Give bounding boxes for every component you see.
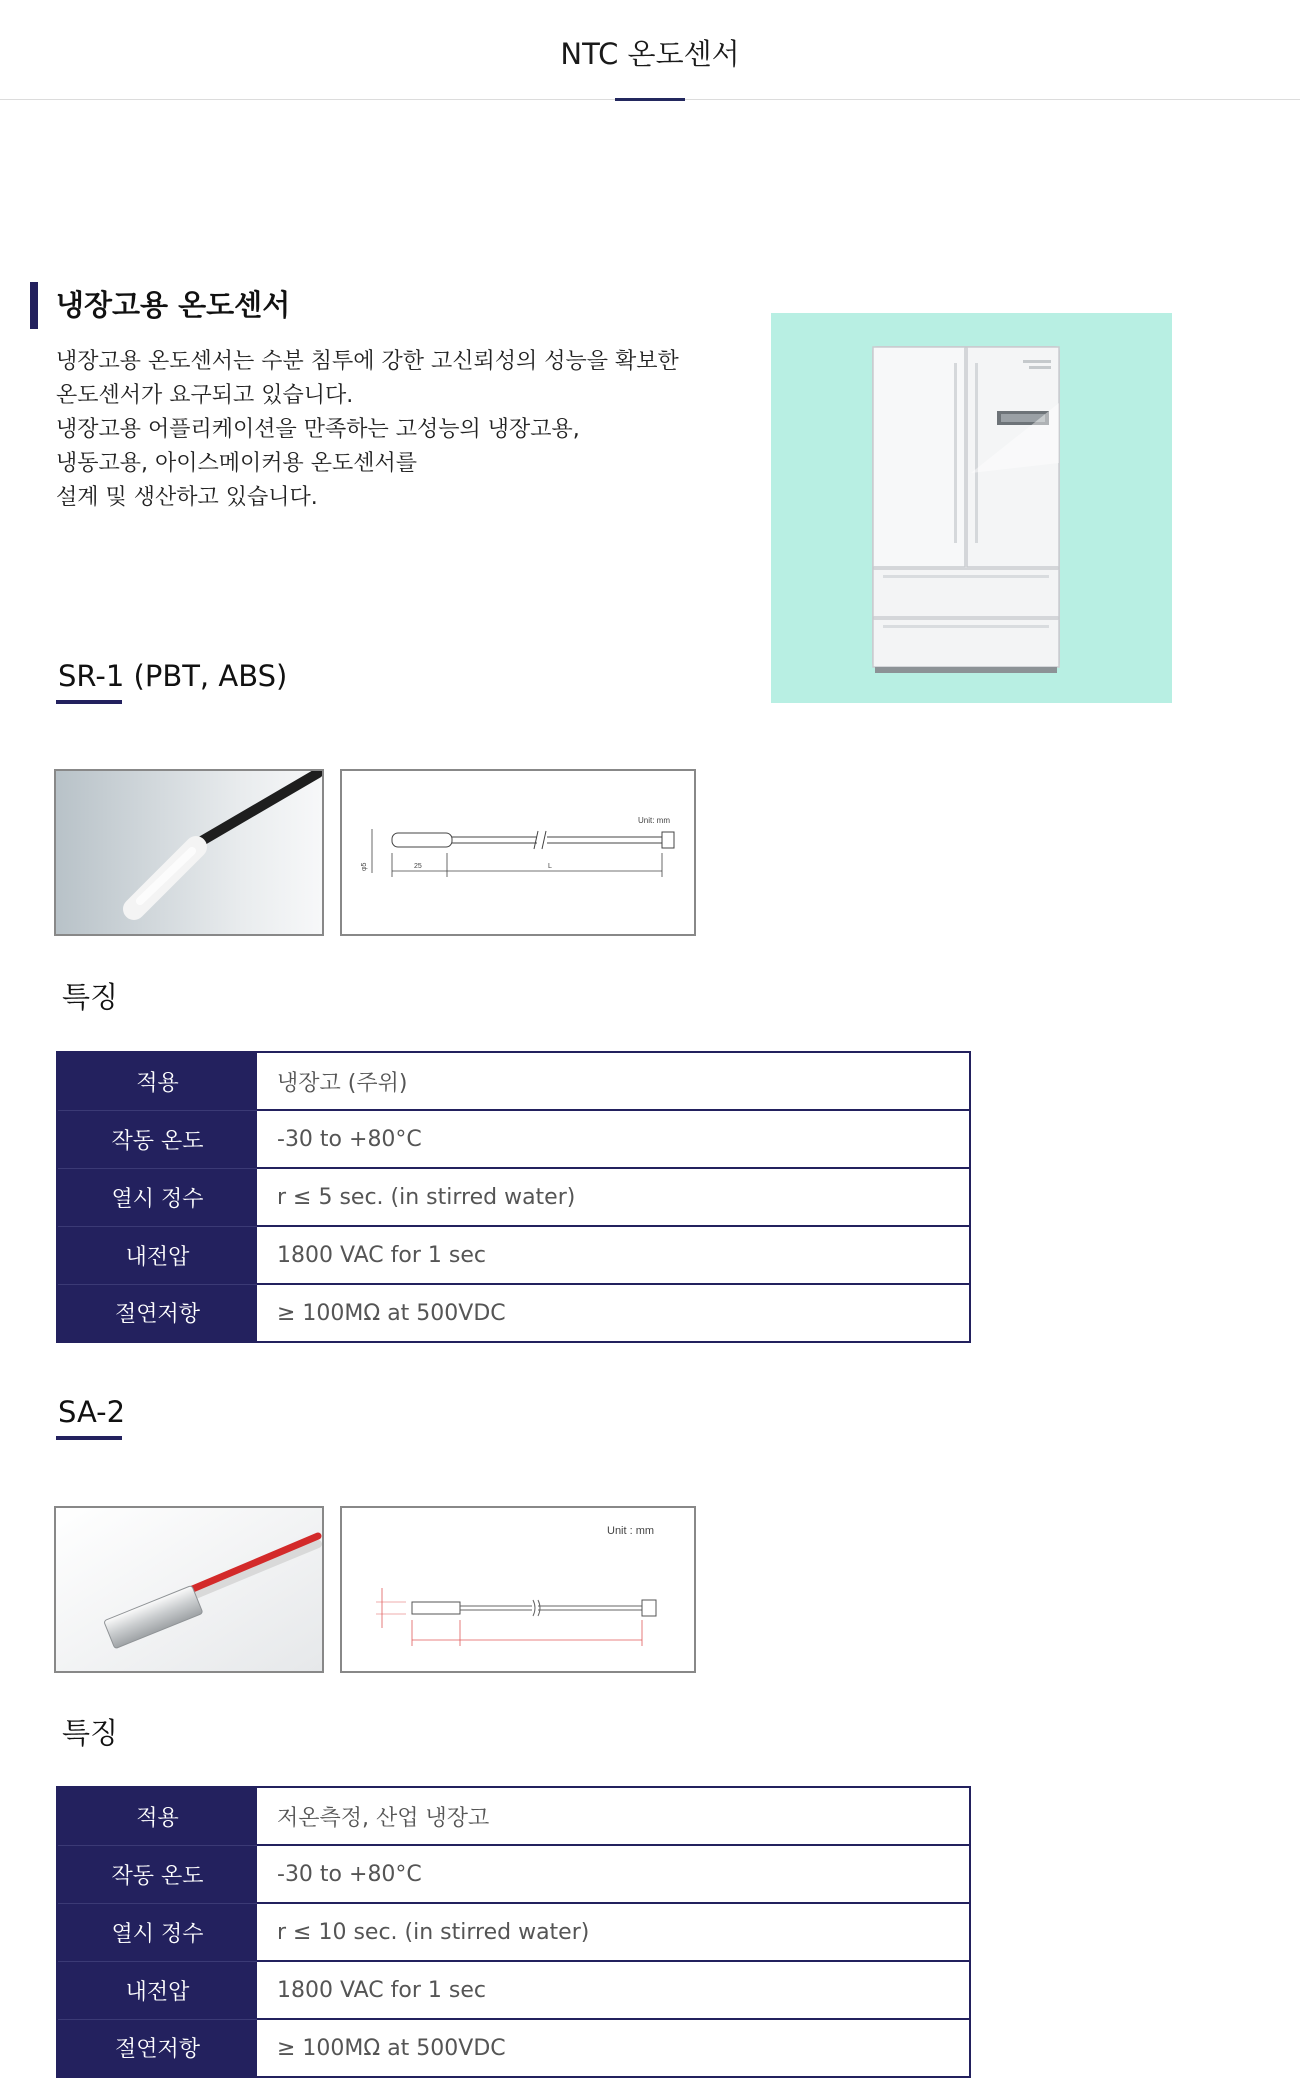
intro-line: 냉동고용, 아이스메이커용 온도센서를	[56, 451, 418, 476]
table-row	[57, 1226, 970, 1284]
spec-value: 냉장고 (주위)	[257, 1052, 970, 1110]
refrigerator-image	[771, 313, 1172, 703]
spec-value: ≥ 100MΩ at 500VDC	[257, 2019, 970, 2077]
sensor-photo-illustration	[56, 771, 322, 934]
sensor-photo-illustration	[56, 1508, 322, 1671]
model-title: SR-1 (PBT, ABS)	[58, 659, 288, 693]
technical-drawing-sr1	[340, 769, 696, 936]
spec-label: 열시 정수	[57, 1903, 257, 1961]
page-header	[0, 0, 1300, 100]
drawing-unit-label: Unit: mm	[638, 816, 670, 825]
intro-line: 냉장고용 어플리케이션을 만족하는 고성능의 냉장고용,	[56, 417, 580, 442]
table-row	[57, 1110, 970, 1168]
section-intro	[56, 345, 696, 515]
spec-value: -30 to +80°C	[257, 1110, 970, 1168]
features-title: 특징	[62, 1716, 119, 1750]
dimension-label: φ5	[361, 862, 368, 871]
spec-value: 1800 VAC for 1 sec	[257, 1226, 970, 1284]
active-tab-indicator	[615, 98, 685, 101]
table-row	[57, 1052, 970, 1110]
spec-label: 열시 정수	[57, 1168, 257, 1226]
intro-line: 온도센서가 요구되고 있습니다.	[56, 383, 354, 408]
spec-table-sa2	[56, 1786, 971, 2078]
spec-value: -30 to +80°C	[257, 1845, 970, 1903]
product-photo-sr1	[54, 769, 324, 936]
model-title-underline	[56, 1436, 122, 1440]
spec-value: 1800 VAC for 1 sec	[257, 1961, 970, 2019]
spec-label: 내전압	[57, 1226, 257, 1284]
drawing-unit-label: Unit : mm	[607, 1525, 655, 1537]
intro-line: 냉장고용 온도센서는 수분 침투에 강한 고신뢰성의 성능을 확보한	[56, 349, 679, 374]
intro-line: 설계 및 생산하고 있습니다.	[56, 485, 318, 510]
dimension-label: 25	[414, 863, 422, 870]
spec-label: 작동 온도	[57, 1845, 257, 1903]
table-row	[57, 1284, 970, 1342]
table-row	[57, 2019, 970, 2077]
spec-label: 적용	[57, 1052, 257, 1110]
spec-label: 작동 온도	[57, 1110, 257, 1168]
spec-value: r ≤ 5 sec. (in stirred water)	[257, 1168, 970, 1226]
table-row	[57, 1903, 970, 1961]
spec-label: 절연저항	[57, 1284, 257, 1342]
spec-label: 절연저항	[57, 2019, 257, 2077]
product-photo-sa2	[54, 1506, 324, 1673]
spec-value: ≥ 100MΩ at 500VDC	[257, 1284, 970, 1342]
spec-value: r ≤ 10 sec. (in stirred water)	[257, 1903, 970, 1961]
model-title: SA-2	[58, 1395, 126, 1429]
drawing-illustration	[342, 771, 694, 934]
model-title-underline	[56, 700, 122, 704]
table-row	[57, 1168, 970, 1226]
spec-label: 적용	[57, 1787, 257, 1845]
spec-table-sr1	[56, 1051, 971, 1343]
technical-drawing-sa2	[340, 1506, 696, 1673]
table-row	[57, 1787, 970, 1845]
drawing-illustration	[342, 1508, 694, 1671]
table-row	[57, 1845, 970, 1903]
tab-ntc-sensor[interactable]: NTC 온도센서	[560, 37, 740, 71]
spec-value: 저온측정, 산업 냉장고	[257, 1787, 970, 1845]
refrigerator-illustration	[771, 313, 1172, 703]
table-row	[57, 1961, 970, 2019]
dimension-label: L	[548, 863, 552, 870]
section-title: 냉장고용 온도센서	[30, 282, 290, 329]
spec-label: 내전압	[57, 1961, 257, 2019]
features-title: 특징	[62, 980, 119, 1014]
